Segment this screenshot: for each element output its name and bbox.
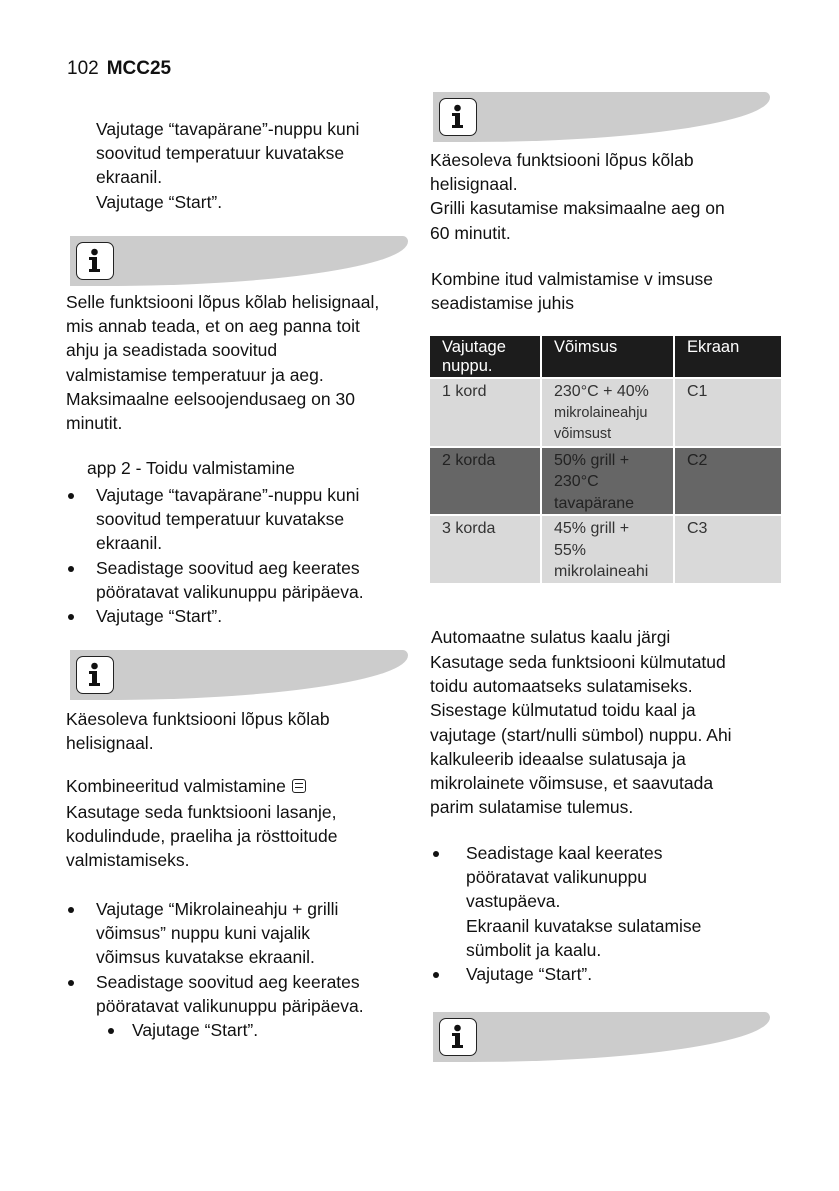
text-line: Käesoleva funktsiooni lõpus kõlab (66, 709, 330, 729)
info-note-band (70, 236, 408, 286)
column-header-presses: Vajutage nuppu. (430, 336, 541, 378)
table-row (430, 515, 782, 584)
text-line: Seadistage soovitud aeg keerates (96, 971, 360, 992)
intro-text (96, 117, 359, 214)
model-name: MCC25 (106, 58, 172, 79)
auto-defrost-steps-list (466, 841, 701, 986)
text-line: soovitud temperatuur kuvatakse (96, 509, 345, 530)
list-item (466, 841, 701, 962)
text-line: võimsus” nuppu kuni vajalik (96, 923, 310, 944)
text-line: Seadistage kaal keerates (466, 843, 663, 863)
text-line: 55% (554, 541, 587, 559)
text-line: Vajutage “Start”. (132, 1020, 259, 1040)
cell-power (541, 447, 674, 516)
text-line: mikrolaineahi (554, 563, 649, 580)
text-line: Vajutage “tavapärane”-nuppu kuni (96, 485, 360, 505)
combined-steps-list (96, 897, 364, 1018)
text-line: kodulindude, praeliha ja rösttoitude (66, 826, 338, 847)
text-line: mikrolaineahju (554, 404, 648, 421)
text-line: helisignaal. (430, 174, 518, 195)
text-line: Käesoleva funktsiooni lõpus kõlab (430, 150, 694, 170)
info-icon (439, 98, 477, 136)
text-line: pööratavat valikunuppu päripäeva. (96, 581, 364, 602)
step2-list (96, 483, 364, 628)
cell-display: C3 (674, 515, 782, 584)
info-note-preheat-text (66, 290, 379, 435)
text-line: vastupäeva. (466, 891, 561, 912)
text-line: Ekraanil kuvatakse sulatamise (466, 915, 702, 936)
list-item (96, 970, 364, 1018)
text-line: 50% grill + (554, 451, 630, 469)
text-line: pööratavat valikunuppu (466, 867, 647, 888)
text-line: Seadistage soovitud aeg keerates (96, 557, 360, 578)
combined-start-list (132, 1018, 258, 1042)
text-line: kalkuleerib ideaalse sulatusaja ja (430, 748, 686, 769)
text-line: valmistamiseks. (66, 850, 190, 871)
cell-power (541, 378, 674, 447)
auto-defrost-heading: Automaatne sulatus kaalu järgi (431, 627, 671, 647)
text-line: valmistamise temperatuur ja aeg. (66, 364, 324, 385)
heading-text: Kombineeritud valmistamine (66, 776, 286, 796)
text-line: Vajutage “Start”. (96, 191, 223, 212)
text-line: Kombine itud valmistamise v imsuse (431, 269, 714, 289)
text-line: ekraanil. (96, 167, 163, 188)
text-line: minutit. (66, 413, 123, 434)
text-line: Kasutage seda funktsiooni külmutatud (430, 652, 726, 672)
text-line: Vajutage “Start”. (466, 964, 593, 985)
text-line: 230°C + 40% (554, 383, 649, 400)
cell-presses: 3 korda (430, 515, 541, 584)
auto-defrost-text (430, 650, 732, 819)
text-line: Kasutage seda funktsiooni lasanje, (66, 802, 337, 822)
list-item (96, 483, 364, 556)
text-line: võimsus kuvatakse ekraanil. (96, 947, 315, 968)
text-line: seadistamise juhis (431, 293, 574, 314)
list-item (466, 962, 701, 986)
text-line: ekraanil. (96, 533, 163, 554)
text-line: 60 minutit. (430, 222, 511, 243)
page-header (67, 58, 171, 80)
table-row (430, 447, 782, 516)
text-line: Grilli kasutamise maksimaalne aeg on (430, 198, 725, 219)
list-item (132, 1018, 258, 1042)
text-line: pööratavat valikunuppu päripäeva. (96, 995, 364, 1016)
info-note-grill-text (430, 148, 725, 245)
combination-power-table (430, 336, 783, 585)
table-row (430, 378, 782, 447)
text-line: mis annab teada, et on aeg panna toit (66, 316, 360, 337)
text-line: helisignaal. (66, 733, 154, 754)
page-number: 102 (67, 58, 99, 79)
info-icon (76, 242, 114, 280)
text-line: 230°C (554, 473, 599, 490)
cell-presses: 2 korda (430, 447, 541, 516)
text-line: võimsust (554, 426, 612, 442)
info-note-band (433, 92, 770, 142)
text-line: 45% grill + (554, 520, 630, 537)
text-line: tavapärane (554, 494, 635, 512)
info-note-band (70, 650, 408, 700)
text-line: parim sulatamise tulemus. (430, 797, 634, 818)
combined-cooking-heading (66, 776, 306, 797)
cell-display: C1 (674, 378, 782, 447)
text-line: sümbolit ja kaalu. (466, 939, 602, 960)
text-line: soovitud temperatuur kuvatakse (96, 143, 345, 164)
combined-cooking-text (66, 800, 337, 873)
cell-presses: 1 kord (430, 378, 541, 447)
info-icon (439, 1018, 477, 1056)
table-header-row (430, 336, 782, 378)
cell-display: C2 (674, 447, 782, 516)
text-line: Vajutage “Start”. (96, 606, 223, 627)
text-line: mikrolainete võimsuse, et saavutada (430, 773, 714, 794)
text-line: Maksimaalne eelsoojendusaeg on 30 (66, 388, 355, 409)
text-line: Vajutage “tavapärane”-nuppu kuni (96, 119, 360, 139)
list-item (96, 897, 364, 970)
info-note-band (433, 1012, 770, 1062)
info-note-beep-text (66, 707, 330, 755)
text-line: Vajutage “Mikrolaineahju + grilli (96, 899, 339, 919)
table-heading (431, 267, 713, 315)
column-header-power: Võimsus (541, 336, 674, 378)
combination-mode-icon (292, 779, 306, 793)
info-icon (76, 656, 114, 694)
text-line: toidu automaatseks sulatamiseks. (430, 676, 693, 697)
text-line: Sisestage külmutatud toidu kaal ja (430, 700, 696, 721)
list-item (96, 604, 364, 628)
cell-power (541, 515, 674, 584)
text-line: ahju ja seadistada soovitud (66, 340, 278, 361)
text-line: vajutage (start/nulli sümbol) nuppu. Ahi (430, 724, 732, 745)
step2-heading: app 2 - Toidu valmistamine (87, 458, 295, 478)
column-header-display: Ekraan (674, 336, 782, 378)
text-line: Selle funktsiooni lõpus kõlab helisignaal, (66, 292, 380, 312)
list-item (96, 556, 364, 604)
